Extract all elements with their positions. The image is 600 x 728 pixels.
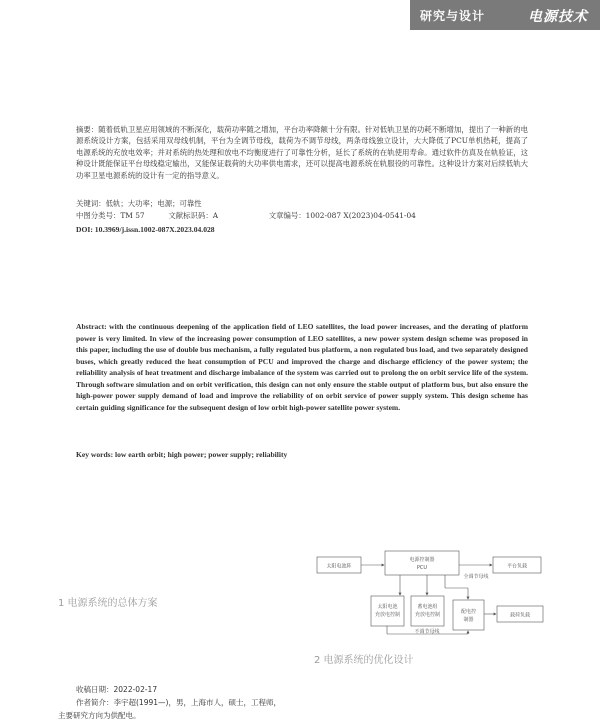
classification-line	[76, 210, 528, 221]
unregulated-bus-label: 不调节母线	[414, 629, 440, 635]
chinese-abstract: 摘要：随着低轨卫星应用领域的不断深化，载荷功率随之增加，平台功率降额十分有限。针对低轨卫星的功耗不断增加，提出了一种新的电源系统设计方案，包括采用双母线机制，平台为全调节母线，载荷为不调节母线，两条母线独立设计，大大降低了PCU单机热耗，提高了电源系统的充放电效率；并对系统的热处理和放电不均衡度进行了可靠性分析，延长了系统的在轨使用寿命。通过软件仿真及在轨验证，这种设计既能保证平台母线稳定输出，又能保证载荷的大功率供电需求，还可以提高电源系统在轨服役的可靠性。这种设计方案对后续低轨大功率卫星电源系统的设计有一定的指导意义。	[76, 125, 528, 180]
article-number: 文章编号：1002-087 X(2023)04-0541-04	[268, 211, 416, 220]
journal-header-banner	[410, 0, 600, 30]
solar-charge-label-line2: 充放电控制	[374, 612, 401, 618]
section-heading-1: 1 电源系统的总体方案	[58, 598, 158, 609]
research-direction: 主要研究方向为供配电。	[58, 711, 141, 720]
clc-number: 中图分类号：TM 57	[76, 211, 145, 220]
solar-charge-label-line1: 太阳电池	[377, 604, 398, 610]
pcu-box	[385, 551, 459, 575]
chinese-keywords: 关键词：低轨；大功率；电源；可靠性	[76, 199, 202, 208]
author-bio: 作者简介：李宇超(1991—)，男，上海市人，硕士，工程师，	[76, 698, 281, 707]
document-code: 文献标识码：A	[168, 211, 219, 220]
battery-label-line2: 充放电控制	[414, 612, 441, 618]
battery-charge-control-box	[411, 596, 444, 626]
header-section-label: 研究与设计	[420, 9, 486, 23]
distribution-label-line1: 配电控	[460, 609, 477, 615]
solar-charge-control-box	[371, 596, 404, 626]
english-keywords: Key words: low earth orbit; high power; power supply; reliability	[76, 450, 288, 459]
received-date: 收稿日期：2022-02-17	[76, 685, 158, 694]
doi-line: DOI: 10.3969/j.issn.1002-087X.2023.04.028	[76, 225, 215, 234]
distribution-controller-box	[453, 600, 484, 630]
payload-load-label: 载荷负载	[509, 612, 531, 619]
battery-label-line1: 蓄电池组	[417, 604, 438, 610]
distribution-label-line2: 制器	[463, 617, 474, 623]
power-system-block-diagram	[315, 548, 565, 640]
solar-array-label: 太阳电池阵	[326, 563, 352, 570]
header-magazine-name: 电源技术	[528, 9, 588, 25]
section-heading-2: 2 电源系统的优化设计	[314, 655, 414, 666]
pcu-label-line2: PCU	[416, 565, 428, 571]
pcu-label-line1: 电源控制器	[409, 557, 435, 563]
english-abstract: Abstract: with the continuous deepening of the application field of LEO satellites, the load power increases, and the derating of platform power is very limited. In view of the increasing power consumption of LEO satellites, a new power system design scheme was proposed in this paper, including the use of double bus mechanism, a fully regulated bus platform, a non regulated bus load, and two separately designed buses, which greatly reduced the heat consumption of PCU and improved the charge and discharge efficiency of the power system; the reliability analysis of heat treatment and discharge imbalance of the system was carried out to prolong the on orbit service life of the system. Through software simulation and on orbit verification, this design can not only ensure the stable output of platform bus, but also ensure the high-power power supply demand of load and improve the reliability of on orbit service of power supply system. This design scheme has certain guiding significance for the subsequent design of low orbit high-power satellite power system.	[76, 322, 528, 412]
regulated-bus-label: 全调节母线	[463, 574, 489, 580]
platform-load-label: 平台负载	[506, 563, 528, 570]
